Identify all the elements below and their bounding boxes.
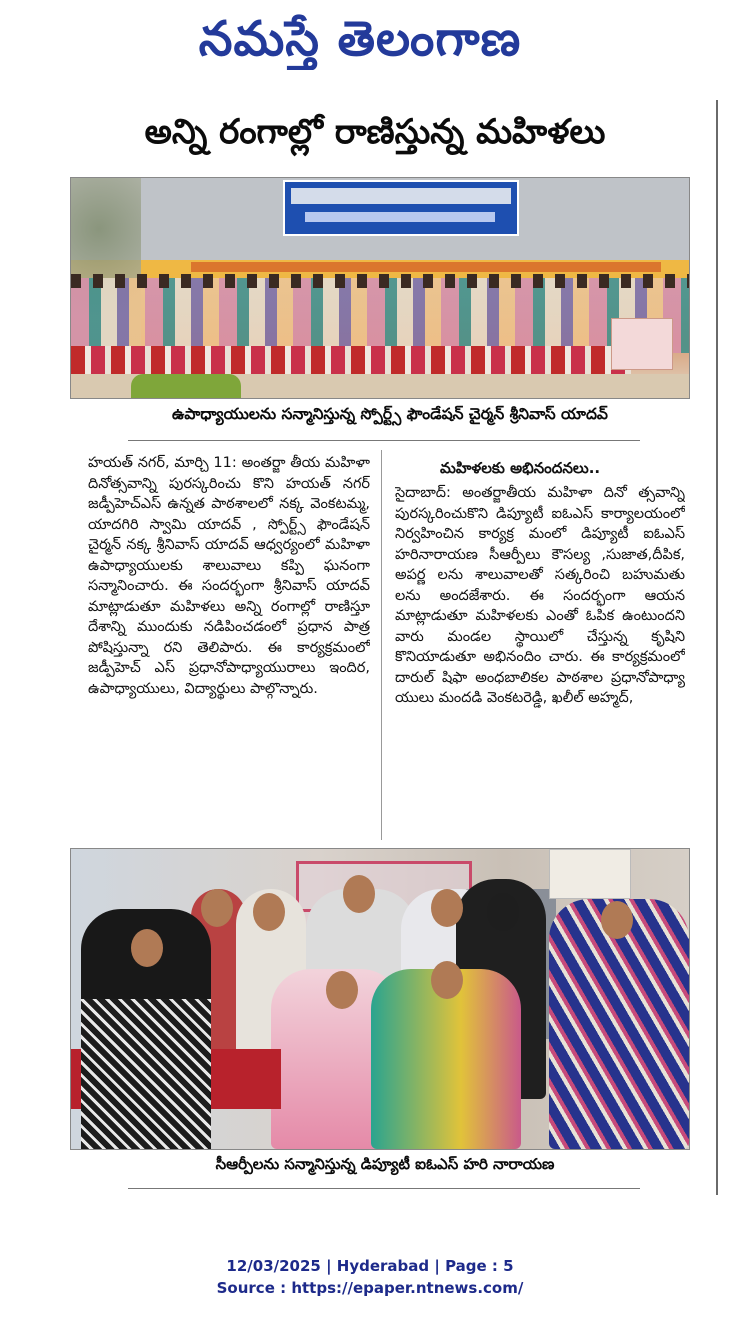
article2-subhead: మహిళలకు అభినందనలు.. <box>440 459 601 477</box>
wall-poster <box>549 849 631 899</box>
face <box>343 875 375 913</box>
face <box>131 929 163 967</box>
face <box>431 889 463 927</box>
felicitation-photo <box>70 848 690 1150</box>
footer-source-link[interactable]: Source : https://epaper.ntnews.com/ <box>216 1279 524 1297</box>
photo1-caption: ఉపాధ్యాయులను సన్మానిస్తున్న స్పోర్ట్స్ ఫౌండేషన్ చైర్మన్ శ్రీనివాస్ యాదవ్ <box>172 405 608 423</box>
page-right-rule <box>716 100 718 1195</box>
seated-students <box>71 346 631 374</box>
bush <box>131 374 241 398</box>
newspaper-masthead: నమస్తే తెలంగాణ <box>198 11 522 67</box>
school-signboard <box>283 180 519 236</box>
signboard-subtext-band <box>305 212 495 222</box>
person-patterned-dress <box>81 999 211 1149</box>
banner-strip <box>191 262 661 272</box>
face-veiled <box>487 893 519 931</box>
decorated-table <box>611 318 673 370</box>
article2-body <box>395 483 685 843</box>
article-headline: అన్ని రంగాల్లో రాణిస్తున్న మహిళలు <box>144 112 606 152</box>
article1-body <box>88 453 370 843</box>
photo2-caption: సీఆర్పీలను సన్మానిస్తున్న డిప్యూటీ ఐఓఎస్ హరి నారాయణ <box>215 1155 555 1173</box>
face <box>431 961 463 999</box>
caption1-rule <box>128 440 640 441</box>
group-of-teachers <box>71 278 689 353</box>
column-separator <box>381 450 382 840</box>
face <box>601 901 633 939</box>
group-heads <box>71 274 689 288</box>
face <box>326 971 358 1009</box>
article1-paragraph: హయత్ నగర్, మార్చి 11: అంతర్జా తీయ మహిళా దినోత్సవాన్ని పురస్కరించు కొని హయత్ నగర్ జడ్పీహెచ్ఎస్ ఉన్నత పాఠశాలలో నక్క వెంకటమ్మ, యాదగిరి స్వామి యాదవ్ , స్పోర్ట్స్ ఫౌండేషన్ చైర్మన్ నక్క శ్రీనివాస్ యాదవ్ ఆధ్వర్యంలో మహిళా ఉపాధ్యాయులకు శాలువాలు కప్పి ఘనంగా సన్మానించారు. ఈ సందర్భంగా శ్రీనివాస్ యాదవ్ మాట్లాడుతూ మహిళలు అన్ని రంగాల్లో రాణిస్తూ దేశాన్ని ముందుకు నడిపించడంలో ప్రధాన పాత్ర పోషిస్తున్నా రని తెలిపారు. ఈ కార్యక్రమంలో జడ్పీహెచ్ ఎస్ ప్రధానోపాధ్యాయురాలు ఇందిర, ఉపాధ్యాయులు, విద్యార్థులు పాల్గొన్నారు. <box>88 455 370 697</box>
school-event-photo <box>70 177 690 399</box>
article2-paragraph: సైదాబాద్: అంతర్జాతీయ మహిళా దినో త్సవాన్ని పురస్కరించుకొని డిప్యూటీ ఐఓఎస్ కార్యాలయంలో నిర్వహించిన కార్యక్ర మంలో డిప్యూటీ ఐఓఎస్ హరినారాయణ సీఆర్పీలు కౌసల్య ,సుజాత,దీపిక, అపర్ణ లను శాలువాలతో సత్కరించి బహుమతు లను అందజేశారు. ఈ సందర్భంగా ఆయన మాట్లాడుతూ మహిళలకు ఎంతో ఓపిక ఉంటుందని వారు మండల స్థాయిలో చేస్తున్న కృషిని కొనియాడుతూ అభినందిం చారు. ఈ కార్యక్రమంలో దారుల్ షిఫా అంధబాలికల పాఠశాల ప్రధానోపాధ్యా యులు మందడి వెంకటరెడ్డి, ఖలీల్ అహ్మద్, <box>395 485 685 706</box>
face <box>201 889 233 927</box>
footer-date-edition: 12/03/2025 | Hyderabad | Page : 5 <box>226 1257 514 1275</box>
face <box>253 893 285 931</box>
signboard-text-band <box>291 188 511 204</box>
caption2-rule <box>128 1188 640 1189</box>
